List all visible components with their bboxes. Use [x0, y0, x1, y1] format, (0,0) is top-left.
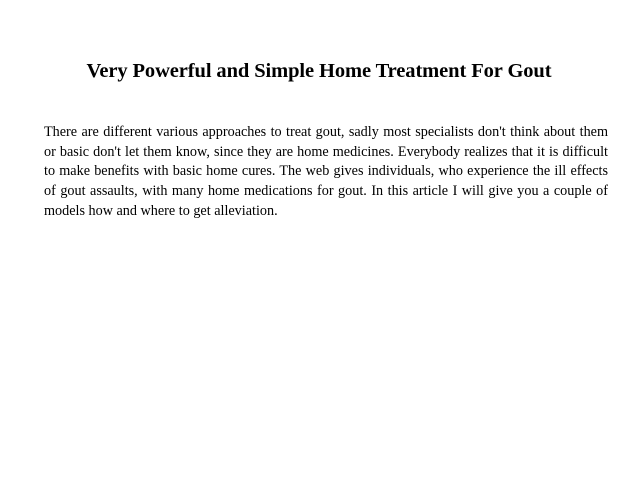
- page-title: Very Powerful and Simple Home Treatment For Gout: [86, 60, 552, 82]
- body-paragraph: There are different various approaches to treat gout, sadly most specialists don't think about them or basic don't let them know, since they are home medicines. Everybody realizes that it is difficult to make benefits with basic home cures. The web gives individuals, who experience the ill effects of gout assaults, with many home medications for gout. In this article I will give you a couple of models how and where to get alleviation.: [44, 124, 608, 219]
